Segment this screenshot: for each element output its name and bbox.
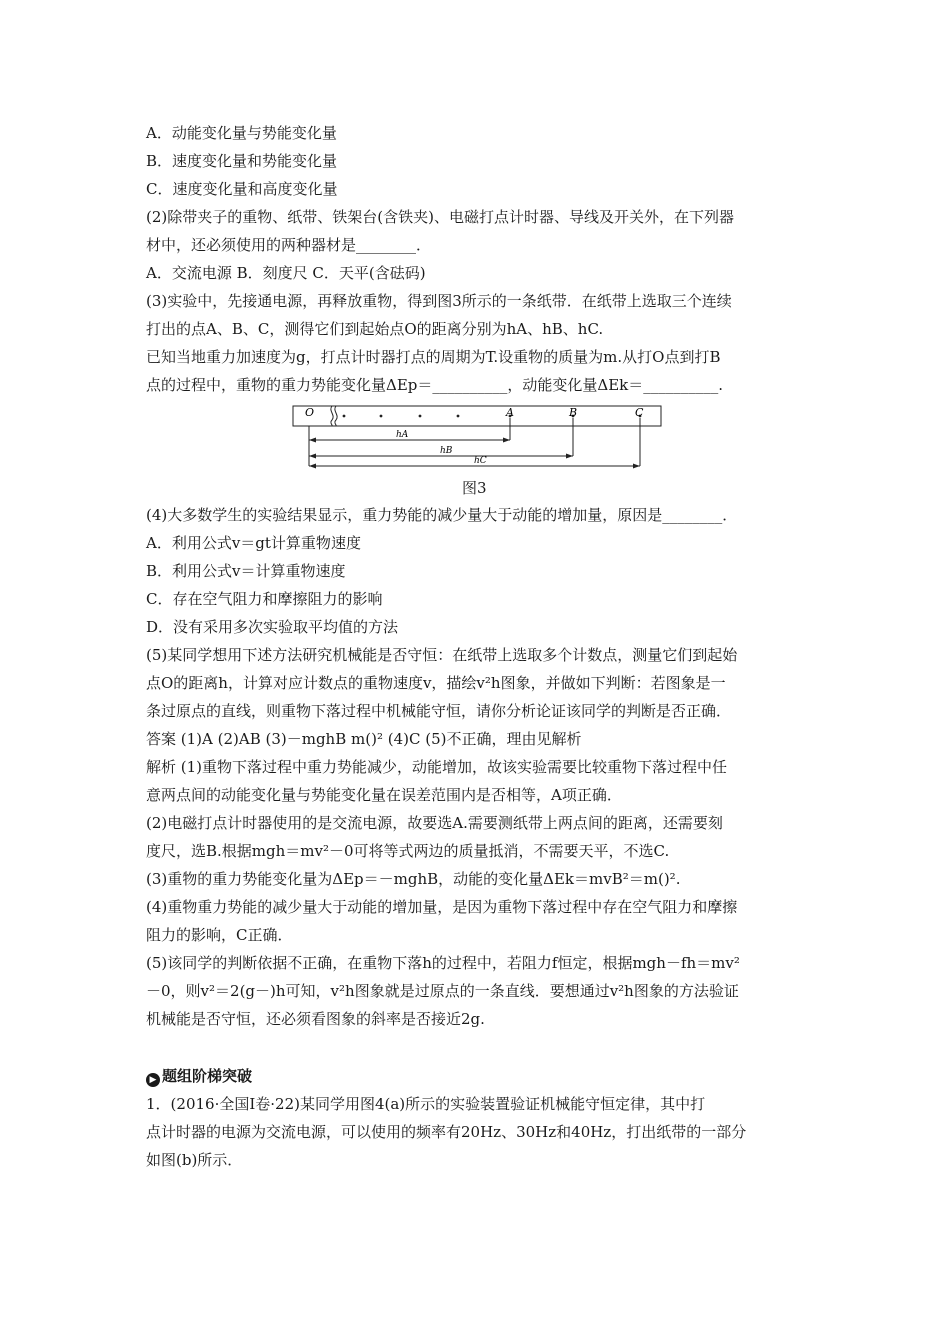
question-2-line-1: (2)除带夹子的重物、纸带、铁架台(含铁夹)、电磁打点计时器、导线及开关外，在下列器 bbox=[146, 208, 734, 226]
tape-dot bbox=[419, 415, 422, 418]
analysis-line-6: (4)重物重力势能的减少量大于动能的增加量，是因为重物下落过程中存在空气阻力和摩擦 bbox=[146, 898, 738, 916]
analysis-line-7: 阻力的影响，C正确． bbox=[146, 926, 293, 944]
analysis-line-4: 度尺，选B.根据mgh＝mv²－0可将等式两边的质量抵消，不需要天平，不选C. bbox=[146, 842, 670, 860]
point-label-b: B bbox=[569, 406, 578, 419]
analysis-line-5: (3)重物的重力势能变化量为ΔEp＝－mghB，动能的变化量ΔEk＝mvB²＝m()². bbox=[146, 870, 681, 888]
answer-line: 答案 (1)A (2)AB (3)－mghB m()² (4)C (5)不正确，理由见解析 bbox=[146, 730, 582, 748]
q4-option-c: C．存在空气阻力和摩擦阻力的影响 bbox=[146, 590, 383, 608]
question-3-line-4: 点的过程中，重物的重力势能变化量ΔEp＝__________，动能变化量ΔEk＝__________. bbox=[146, 376, 724, 394]
tape-dot bbox=[380, 415, 383, 418]
question-4-stem: (4)大多数学生的实验结果显示，重力势能的减少量大于动能的增加量，原因是________． bbox=[146, 506, 738, 524]
dimension-hb bbox=[309, 446, 573, 459]
tape-break-mark bbox=[331, 406, 337, 426]
analysis-line-8: (5)该同学的判断依据不正确，在重物下落h的过程中，若阻力f恒定，根据mgh－fh＝mv² bbox=[146, 954, 740, 972]
question-3-line-3: 已知当地重力加速度为g，打点计时器打点的周期为T.设重物的质量为m.从打O点到打B bbox=[146, 348, 721, 366]
question-5-line-2: 点O的距离h，计算对应计数点的重物速度v，描绘v²h图象，并做如下判断：若图象是一 bbox=[146, 674, 726, 692]
question-3-line-2: 打出的点A、B、C，测得它们到起始点O的距离分别为hA、hB、hC. bbox=[146, 320, 604, 338]
analysis-line-10: 机械能是否守恒，还必须看图象的斜率是否接近2g. bbox=[146, 1010, 485, 1028]
analysis-line-2: 意两点间的动能变化量与势能变化量在误差范围内是否相等，A项正确． bbox=[146, 786, 622, 804]
option-c: C．速度变化量和高度变化量 bbox=[146, 180, 338, 198]
dimension-ha bbox=[309, 430, 510, 443]
dimension-label-ha: hA bbox=[396, 430, 409, 440]
section-heading bbox=[146, 1066, 252, 1087]
problem-1-line-1: 1．(2016·全国Ⅰ卷·22)某同学用图4(a)所示的实验装置验证机械能守恒定律，其中打 bbox=[146, 1095, 706, 1113]
option-b: B．速度变化量和势能变化量 bbox=[146, 152, 338, 170]
point-label-o: O bbox=[305, 406, 315, 419]
tape-dot bbox=[457, 415, 460, 418]
dimension-label-hb: hB bbox=[440, 446, 453, 456]
q4-option-a: A．利用公式v＝gt计算重物速度 bbox=[146, 534, 361, 552]
question-2-options: A．交流电源 B．刻度尺 C．天平(含砝码) bbox=[146, 264, 426, 282]
tape-strip bbox=[293, 406, 661, 426]
question-2-line-2: 材中，还必须使用的两种器材是________． bbox=[146, 236, 432, 254]
figure-3-tape-diagram bbox=[292, 404, 664, 472]
analysis-line-1: 解析 (1)重物下落过程中重力势能减少，动能增加，故该实验需要比较重物下落过程中任 bbox=[146, 758, 728, 776]
play-icon: ▶ bbox=[146, 1073, 160, 1087]
section-title: 题组阶梯突破 bbox=[162, 1067, 253, 1085]
q4-option-d: D．没有采用多次实验取平均值的方法 bbox=[146, 618, 399, 636]
q4-option-b: B．利用公式v＝计算重物速度 bbox=[146, 562, 346, 580]
dimension-hc bbox=[309, 456, 640, 469]
problem-1-line-3: 如图(b)所示． bbox=[146, 1151, 243, 1169]
question-3-line-1: (3)实验中，先接通电源，再释放重物，得到图3所示的一条纸带．在纸带上选取三个连续 bbox=[146, 292, 732, 310]
figure-caption: 图3 bbox=[462, 479, 487, 497]
dimension-label-hc: hC bbox=[474, 456, 487, 466]
analysis-line-3: (2)电磁打点计时器使用的是交流电源，故要选A.需要测纸带上两点间的距离，还需要刻 bbox=[146, 814, 723, 832]
question-5-line-3: 条过原点的直线，则重物下落过程中机械能守恒，请你分析论证该同学的判断是否正确． bbox=[146, 702, 732, 720]
point-label-c: C bbox=[635, 406, 644, 419]
analysis-line-9: －0，则v²＝2(g－)h可知，v²h图象就是过原点的一条直线．要想通过v²h图象的方法验证 bbox=[146, 982, 739, 1000]
problem-1-line-2: 点计时器的电源为交流电源，可以使用的频率有20Hz、30Hz和40Hz，打出纸带的一部分 bbox=[146, 1123, 747, 1141]
point-label-a: A bbox=[506, 406, 514, 419]
tape-dot bbox=[343, 415, 346, 418]
question-5-line-1: (5)某同学想用下述方法研究机械能是否守恒：在纸带上选取多个计数点，测量它们到起始 bbox=[146, 646, 738, 664]
option-a: A．动能变化量与势能变化量 bbox=[146, 124, 337, 142]
